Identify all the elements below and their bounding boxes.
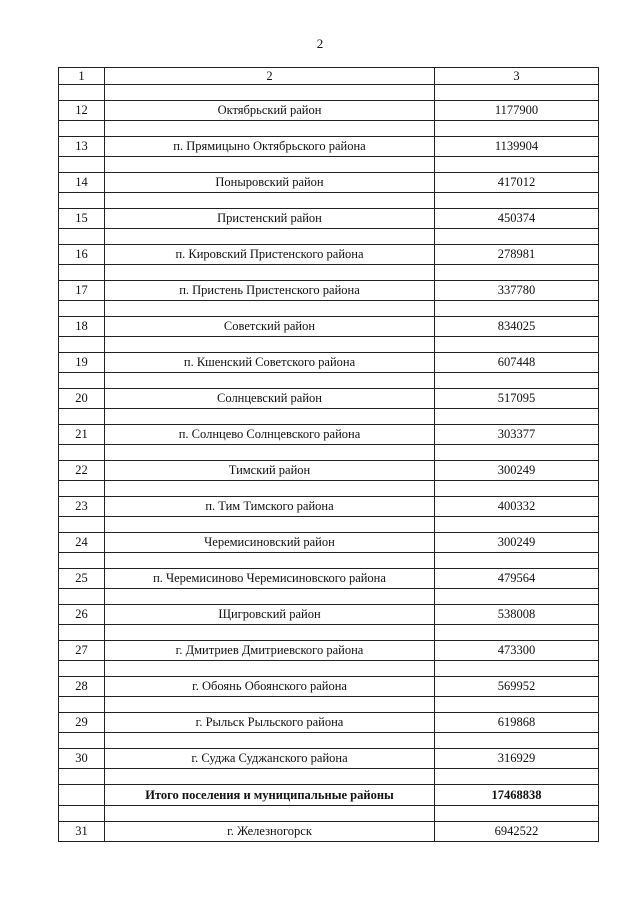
spacer-cell: [435, 481, 599, 497]
spacer-cell: [105, 337, 435, 353]
spacer-row: [59, 589, 599, 605]
spacer-cell: [59, 157, 105, 173]
table-row: [59, 641, 599, 661]
row-name: Октябрьский район: [105, 101, 435, 121]
spacer-row: [59, 265, 599, 281]
spacer-cell: [435, 733, 599, 749]
spacer-cell: [59, 337, 105, 353]
header-cell-2: 2: [105, 68, 435, 85]
table-row: [59, 497, 599, 517]
row-value: 834025: [435, 317, 599, 337]
spacer-cell: [435, 193, 599, 209]
spacer-cell: [435, 445, 599, 461]
row-number: 23: [59, 497, 105, 517]
spacer-cell: [435, 697, 599, 713]
table-row: [59, 713, 599, 733]
row-name: г. Рыльск Рыльского района: [105, 713, 435, 733]
spacer-cell: [435, 157, 599, 173]
spacer-row: [59, 193, 599, 209]
spacer-cell: [105, 589, 435, 605]
spacer-cell: [105, 517, 435, 533]
row-number: [59, 785, 105, 806]
spacer-cell: [59, 409, 105, 425]
row-value: 6942522: [435, 822, 599, 842]
spacer-cell: [59, 301, 105, 317]
table-row: [59, 749, 599, 769]
spacer-cell: [435, 806, 599, 822]
spacer-cell: [59, 445, 105, 461]
spacer-cell: [59, 85, 105, 101]
table-header-row: [59, 68, 599, 85]
table-row: [59, 822, 599, 842]
row-name: Солнцевский район: [105, 389, 435, 409]
spacer-cell: [105, 409, 435, 425]
spacer-cell: [59, 553, 105, 569]
table-row: [59, 281, 599, 301]
spacer-row: [59, 445, 599, 461]
spacer-row: [59, 157, 599, 173]
row-number: 24: [59, 533, 105, 553]
spacer-cell: [435, 301, 599, 317]
spacer-cell: [435, 265, 599, 281]
row-value: 17468838: [435, 785, 599, 806]
spacer-row: [59, 85, 599, 101]
allocation-table: [58, 67, 599, 842]
row-number: 13: [59, 137, 105, 157]
row-value: 400332: [435, 497, 599, 517]
row-name: Итого поселения и муниципальные районы: [105, 785, 435, 806]
table-row: [59, 605, 599, 625]
spacer-row: [59, 806, 599, 822]
total-row: [59, 785, 599, 806]
spacer-cell: [435, 589, 599, 605]
row-value: 450374: [435, 209, 599, 229]
row-value: 538008: [435, 605, 599, 625]
row-number: 27: [59, 641, 105, 661]
spacer-row: [59, 697, 599, 713]
table-row: [59, 389, 599, 409]
spacer-cell: [105, 229, 435, 245]
row-number: 30: [59, 749, 105, 769]
row-number: 18: [59, 317, 105, 337]
spacer-cell: [105, 769, 435, 785]
spacer-cell: [59, 697, 105, 713]
spacer-row: [59, 733, 599, 749]
table-row: [59, 317, 599, 337]
row-number: 25: [59, 569, 105, 589]
row-value: 303377: [435, 425, 599, 445]
spacer-cell: [105, 85, 435, 101]
spacer-cell: [105, 301, 435, 317]
table-row: [59, 245, 599, 265]
spacer-cell: [435, 373, 599, 389]
spacer-cell: [105, 553, 435, 569]
spacer-cell: [435, 517, 599, 533]
spacer-cell: [435, 769, 599, 785]
row-name: Поныровский район: [105, 173, 435, 193]
row-name: Тимский район: [105, 461, 435, 481]
table-row: [59, 533, 599, 553]
row-value: 300249: [435, 533, 599, 553]
spacer-cell: [105, 625, 435, 641]
row-value: 337780: [435, 281, 599, 301]
row-name: Пристенский район: [105, 209, 435, 229]
header-cell-1: 1: [59, 68, 105, 85]
spacer-cell: [59, 769, 105, 785]
spacer-cell: [435, 661, 599, 677]
row-value: 607448: [435, 353, 599, 373]
row-value: 1177900: [435, 101, 599, 121]
row-number: 26: [59, 605, 105, 625]
spacer-cell: [435, 409, 599, 425]
spacer-row: [59, 121, 599, 137]
row-value: 517095: [435, 389, 599, 409]
spacer-cell: [105, 265, 435, 281]
spacer-cell: [435, 85, 599, 101]
table-row: [59, 677, 599, 697]
table-row: [59, 137, 599, 157]
spacer-cell: [105, 445, 435, 461]
row-number: 28: [59, 677, 105, 697]
spacer-cell: [59, 589, 105, 605]
row-value: 473300: [435, 641, 599, 661]
spacer-cell: [59, 661, 105, 677]
table-row: [59, 173, 599, 193]
header-cell-3: 3: [435, 68, 599, 85]
row-name: Щигровский район: [105, 605, 435, 625]
row-value: 316929: [435, 749, 599, 769]
row-name: Черемисиновский район: [105, 533, 435, 553]
row-name: г. Дмитриев Дмитриевского района: [105, 641, 435, 661]
page-number: 2: [316, 36, 324, 51]
row-number: 21: [59, 425, 105, 445]
spacer-cell: [59, 481, 105, 497]
row-name: п. Солнцево Солнцевского района: [105, 425, 435, 445]
spacer-cell: [59, 229, 105, 245]
spacer-cell: [59, 121, 105, 137]
spacer-cell: [59, 517, 105, 533]
row-name: г. Железногорск: [105, 822, 435, 842]
row-value: 417012: [435, 173, 599, 193]
table-row: [59, 569, 599, 589]
spacer-cell: [105, 157, 435, 173]
row-number: 19: [59, 353, 105, 373]
row-number: 31: [59, 822, 105, 842]
row-number: 17: [59, 281, 105, 301]
spacer-cell: [435, 553, 599, 569]
row-number: 15: [59, 209, 105, 229]
spacer-cell: [435, 229, 599, 245]
spacer-cell: [105, 373, 435, 389]
row-value: 569952: [435, 677, 599, 697]
table-row: [59, 209, 599, 229]
spacer-cell: [105, 661, 435, 677]
row-name: п. Тим Тимского района: [105, 497, 435, 517]
spacer-cell: [59, 373, 105, 389]
row-name: п. Черемисиново Черемисиновского района: [105, 569, 435, 589]
row-name: Советский район: [105, 317, 435, 337]
row-value: 479564: [435, 569, 599, 589]
row-name: п. Пристень Пристенского района: [105, 281, 435, 301]
spacer-row: [59, 625, 599, 641]
spacer-cell: [59, 733, 105, 749]
spacer-row: [59, 301, 599, 317]
spacer-row: [59, 553, 599, 569]
spacer-cell: [435, 121, 599, 137]
spacer-cell: [435, 625, 599, 641]
spacer-cell: [105, 193, 435, 209]
spacer-cell: [105, 697, 435, 713]
table-row: [59, 461, 599, 481]
spacer-cell: [59, 625, 105, 641]
table-row: [59, 425, 599, 445]
table-row: [59, 353, 599, 373]
row-value: 300249: [435, 461, 599, 481]
spacer-row: [59, 409, 599, 425]
spacer-cell: [105, 733, 435, 749]
spacer-cell: [59, 806, 105, 822]
spacer-cell: [105, 121, 435, 137]
row-number: 14: [59, 173, 105, 193]
row-name: п. Кировский Пристенского района: [105, 245, 435, 265]
row-name: г. Суджа Суджанского района: [105, 749, 435, 769]
row-number: 29: [59, 713, 105, 733]
spacer-cell: [59, 265, 105, 281]
spacer-cell: [435, 337, 599, 353]
spacer-row: [59, 661, 599, 677]
row-value: 1139904: [435, 137, 599, 157]
table-row: [59, 101, 599, 121]
row-number: 12: [59, 101, 105, 121]
spacer-row: [59, 481, 599, 497]
spacer-row: [59, 229, 599, 245]
row-number: 20: [59, 389, 105, 409]
row-number: 16: [59, 245, 105, 265]
row-name: г. Обоянь Обоянского района: [105, 677, 435, 697]
row-value: 278981: [435, 245, 599, 265]
spacer-row: [59, 517, 599, 533]
spacer-row: [59, 769, 599, 785]
row-name: п. Прямицыно Октябрьского района: [105, 137, 435, 157]
table-body: [59, 68, 599, 842]
spacer-cell: [105, 806, 435, 822]
spacer-row: [59, 337, 599, 353]
spacer-row: [59, 373, 599, 389]
row-value: 619868: [435, 713, 599, 733]
spacer-cell: [59, 193, 105, 209]
spacer-cell: [105, 481, 435, 497]
row-number: 22: [59, 461, 105, 481]
row-name: п. Кшенский Советского района: [105, 353, 435, 373]
